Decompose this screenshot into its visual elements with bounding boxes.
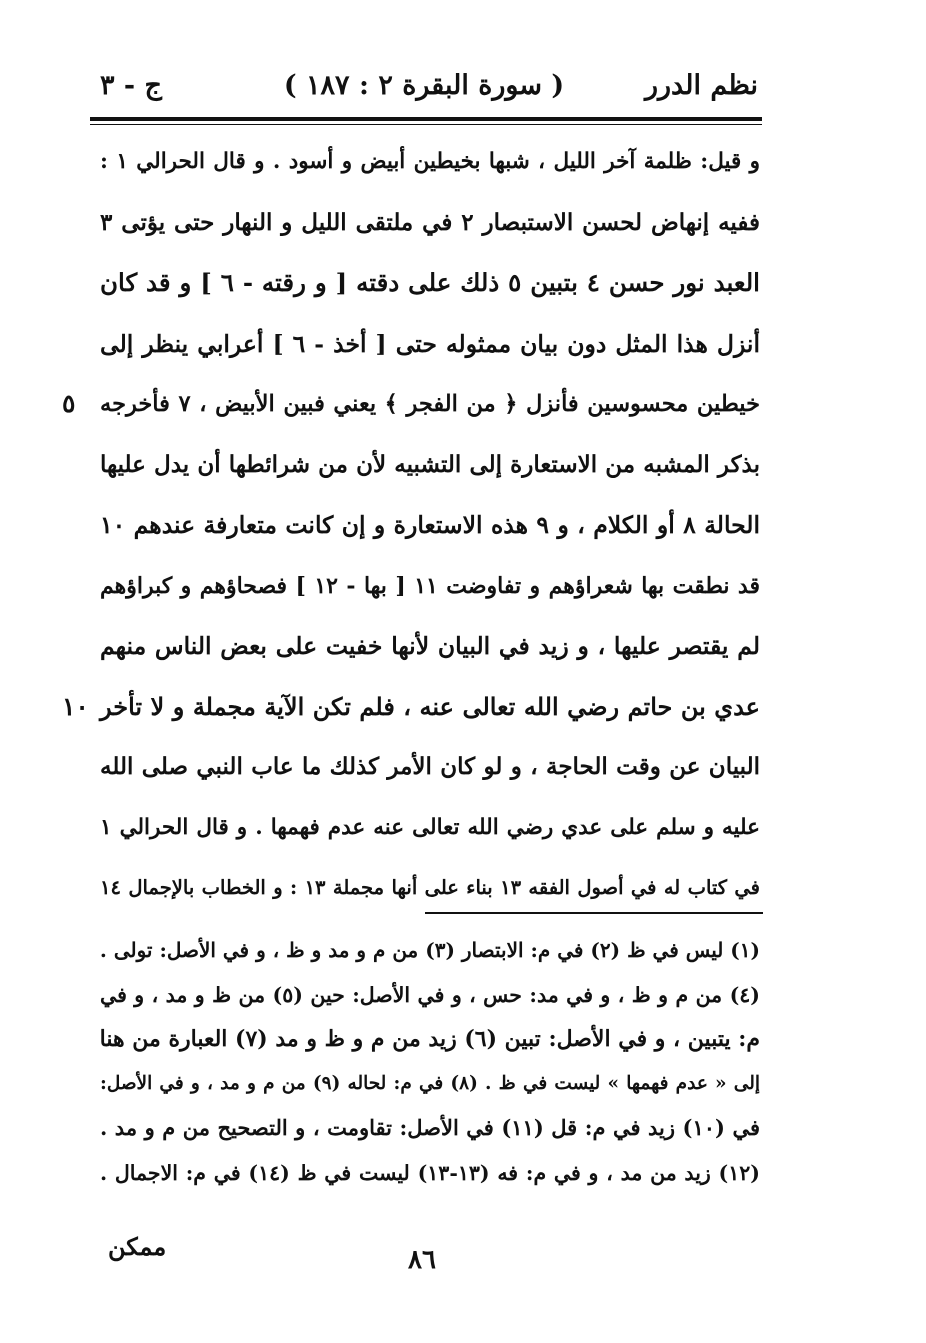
text-line: الحالة ٨ أو الكلام ، و ٩ هذه الاستعارة و إن كانت متعارفة عندهم ١٠ xyxy=(100,511,760,539)
text-line: ففيه إنهاض لحسن الاستبصار ٢ في ملتقى الليل و النهار حتى يؤتى ٣ xyxy=(100,208,760,236)
running-header xyxy=(90,58,758,108)
book-title: نظم الدرر xyxy=(644,70,758,101)
surah-reference: ( سورة البقرة ٢ : ١٨٧ ) xyxy=(283,70,565,101)
text-line: في كتاب له في أصول الفقه ١٣ بناء على أنها مجملة ١٣ : و الخطاب بالإجمال ١٤ xyxy=(100,876,760,899)
footnote-line: (١٢) زيد من مد ، و في م: فه (١٣-١٣) ليست في ظ (١٤) في م: الاجمال . xyxy=(100,1160,760,1185)
footnote-line: (٤) من م و ظ ، و في مد: حس ، و في الأصل: حين (٥) من ظ و مد ، و في xyxy=(100,982,760,1007)
footnotes xyxy=(100,928,760,1196)
footnote-line: إلى « عدم فهمها » ليست في ظ . (٨) في م: لحاله (٩) من م و مد ، و في الأصل: xyxy=(100,1072,760,1094)
footnote-rule xyxy=(425,912,763,914)
text-line: عدي بن حاتم رضي الله تعالى عنه ، فلم تكن الآية مجملة و لا تأخر xyxy=(100,691,760,721)
header-rule-thin xyxy=(90,124,762,125)
header-rule-thick xyxy=(90,117,762,121)
text-line: العبد نور حسن ٤ بتبين ٥ ذلك على دقته [ و رقته - ٦ ] و قد كان xyxy=(100,268,760,297)
main-text xyxy=(62,132,761,919)
line-number-marker: ١٠ xyxy=(62,691,89,721)
text-line: خيطين محسوسين فأنزل ﴿ من الفجر ﴾ يعني فبين الأبيض ، ٧ فأخرجه xyxy=(100,391,760,417)
text-line: بذكر المشبه من الاستعارة إلى التشبيه لأن من شرائطها أن يدل عليها xyxy=(100,450,760,478)
text-line: البيان عن وقت الحاجة ، و لو كان الأمر كذلك ما عاب النبي صلى الله xyxy=(100,753,760,780)
footnote-line: في (١٠) زيد في م: قل (١١) في الأصل: تقاومت ، و التصحيح من م و مد . xyxy=(100,1115,760,1141)
volume-number: ج - ٣ xyxy=(100,70,162,101)
catchword: ممكن xyxy=(108,1232,167,1261)
footnote-line: م: يتبين ، و في الأصل: تبين (٦) زيد من م و ظ و مد (٧) العبارة من هنا xyxy=(99,1026,760,1053)
text-line: عليه و سلم على عدي رضي الله تعالى عنه عدم فهمها . و قال الحرالي ١ xyxy=(100,814,760,840)
text-line: قد نطقت بها شعراؤهم و تفاوضت ١١ [ بها - ١٢ ] فصحاؤهم و كبراؤهم xyxy=(100,572,760,599)
line-number-marker: ٥ xyxy=(62,389,76,418)
text-line: أنزل هذا المثل دون بيان ممثوله حتى [ أخذ - ٦ ] أعرابي ينظر إلى xyxy=(100,329,761,358)
footnote-line: (١) ليس في ظ (٢) في م: الابتصار (٣) من م و مد و ظ ، و في الأصل: تولى . xyxy=(99,938,760,962)
text-line: لم يقتصر عليها ، و زيد في البيان لأنها خفيت على بعض الناس منهم xyxy=(100,632,760,660)
text-line: و قيل: ظلمة آخر الليل ، شبها بخيطين أبيض و أسود . و قال الحرالي ١ : xyxy=(100,149,761,174)
page-number: ٨٦ xyxy=(408,1245,436,1275)
